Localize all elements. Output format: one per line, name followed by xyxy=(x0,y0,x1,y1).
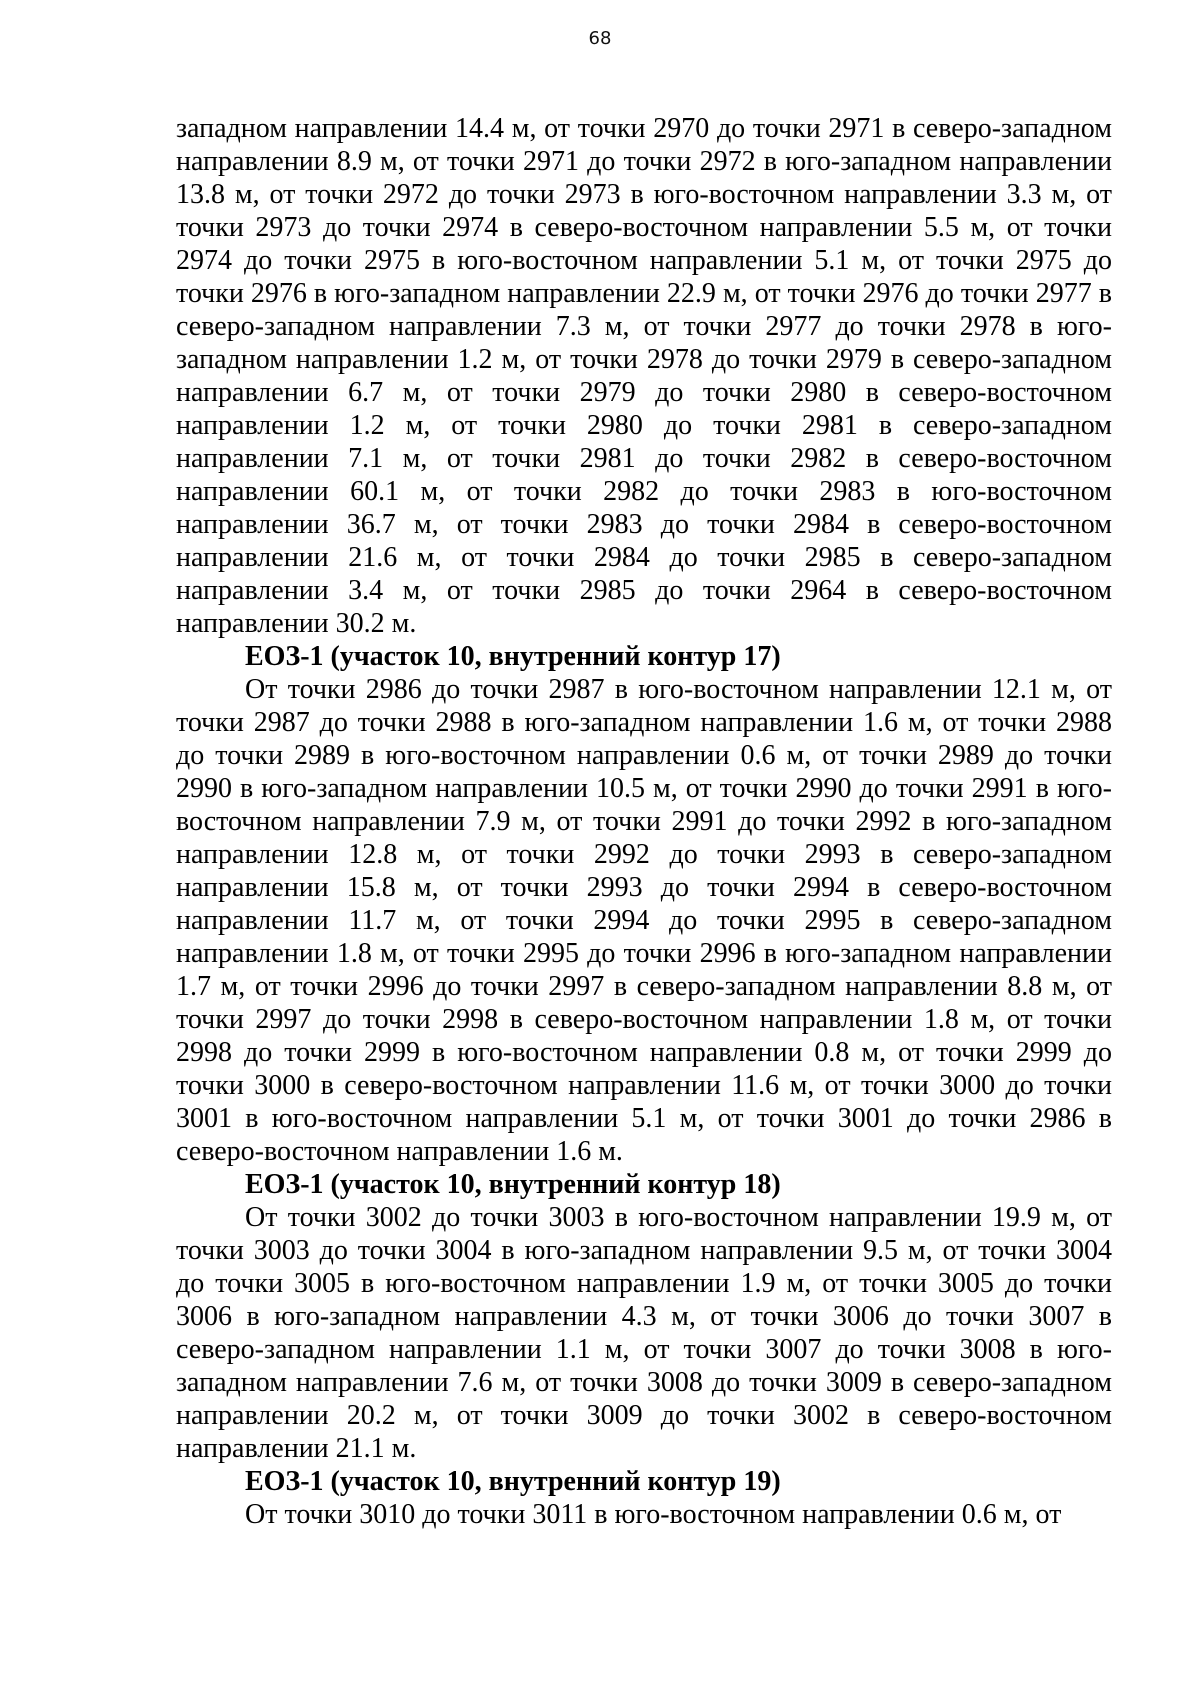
paragraph-continuation: западном направлении 14.4 м, от точки 2970 до точки 2971 в северо-западном направлении 8.9 м, от точки 2971 до точки 2972 в юго-западном направлении 13.8 м, от точки 2972 до точки 2973 в юго-восточном направлении 3.3 м, от точки 2973 до точки 2974 в северо-восточном направлении 5.5 м, от точки 2974 до точки 2975 в юго-восточном направлении 5.1 м, от точки 2975 до точки 2976 в юго-западном направлении 22.9 м, от точки 2976 до точки 2977 в северо-западном направлении 7.3 м, от точки 2977 до точки 2978 в юго-западном направлении 1.2 м, от точки 2978 до точки 2979 в северо-западном направлении 6.7 м, от точки 2979 до точки 2980 в северо-восточном направлении 1.2 м, от точки 2980 до точки 2981 в северо-западном направлении 7.1 м, от точки 2981 до точки 2982 в северо-восточном направлении 60.1 м, от точки 2982 до точки 2983 в юго-восточном направлении 36.7 м, от точки 2983 до точки 2984 в северо-восточном направлении 21.6 м, от точки 2984 до точки 2985 в северо-западном направлении 3.4 м, от точки 2985 до точки 2964 в северо-восточном направлении 30.2 м. xyxy=(176,113,1112,639)
document-body xyxy=(176,112,1112,1531)
page-number: 68 xyxy=(588,28,612,49)
paragraph-contour-19: От точки 3010 до точки 3011 в юго-восточном направлении 0.6 м, от xyxy=(245,1499,1062,1530)
section-heading-contour-18: ЕОЗ-1 (участок 10, внутренний контур 18) xyxy=(245,1169,781,1200)
paragraph-contour-18: От точки 3002 до точки 3003 в юго-восточном направлении 19.9 м, от точки 3003 до точки 3004 в юго-западном направлении 9.5 м, от точки 3004 до точки 3005 в юго-восточном направлении 1.9 м, от точки 3005 до точки 3006 в юго-западном направлении 4.3 м, от точки 3006 до точки 3007 в северо-западном направлении 1.1 м, от точки 3007 до точки 3008 в юго-западном направлении 7.6 м, от точки 3008 до точки 3009 в северо-западном направлении 20.2 м, от точки 3009 до точки 3002 в северо-восточном направлении 21.1 м. xyxy=(176,1202,1112,1464)
paragraph-contour-17: От точки 2986 до точки 2987 в юго-восточном направлении 12.1 м, от точки 2987 до точки 2988 в юго-западном направлении 1.6 м, от точки 2988 до точки 2989 в юго-восточном направлении 0.6 м, от точки 2989 до точки 2990 в юго-западном направлении 10.5 м, от точки 2990 до точки 2991 в юго-восточном направлении 7.9 м, от точки 2991 до точки 2992 в юго-западном направлении 12.8 м, от точки 2992 до точки 2993 в северо-западном направлении 15.8 м, от точки 2993 до точки 2994 в северо-восточном направлении 11.7 м, от точки 2994 до точки 2995 в северо-западном направлении 1.8 м, от точки 2995 до точки 2996 в юго-западном направлении 1.7 м, от точки 2996 до точки 2997 в северо-западном направлении 8.8 м, от точки 2997 до точки 2998 в северо-восточном направлении 1.8 м, от точки 2998 до точки 2999 в юго-восточном направлении 0.8 м, от точки 2999 до точки 3000 в северо-восточном направлении 11.6 м, от точки 3000 до точки 3001 в юго-восточном направлении 5.1 м, от точки 3001 до точки 2986 в северо-восточном направлении 1.6 м. xyxy=(176,674,1112,1167)
section-heading-contour-17: ЕОЗ-1 (участок 10, внутренний контур 17) xyxy=(245,641,781,672)
section-heading-contour-19: ЕОЗ-1 (участок 10, внутренний контур 19) xyxy=(245,1466,781,1497)
